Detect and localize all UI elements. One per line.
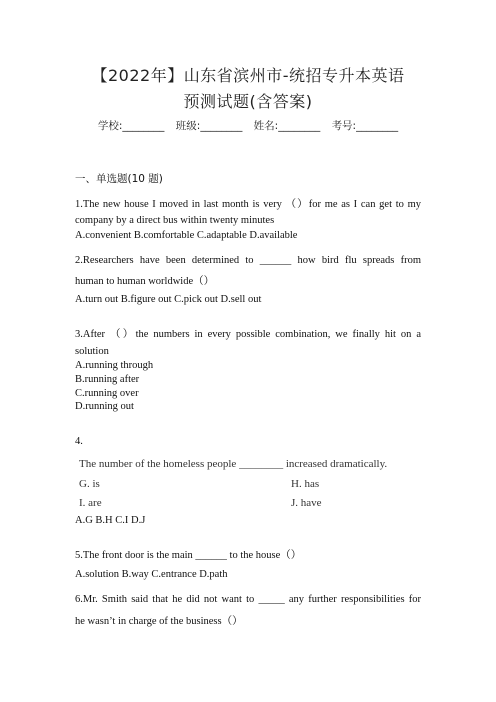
question-3-option-d: D.running out [75, 401, 134, 412]
question-4-sentence: The number of the homeless people ________ increased dramatically. [79, 458, 388, 470]
question-4-option-j: J. have [291, 497, 322, 509]
question-5-options: A.solution B.way C.entrance D.path [75, 569, 228, 580]
exam-number-field: 考号:________ [331, 120, 399, 132]
question-5-line1: 5.The front door is the main ______ to the house（） [75, 550, 302, 561]
question-4-options: A.G B.H C.I D.J [75, 515, 146, 526]
question-3-line2: solution [75, 346, 109, 357]
question-4-number: 4. [75, 436, 83, 447]
page-title-line2: 预测试题(含答案) [183, 92, 313, 111]
question-6-line2: he wasn’t in charge of the business（） [75, 616, 243, 627]
question-2-line1: 2.Researchers have been determined to ______ how bird flu spreads from [75, 255, 421, 266]
section-heading: 一、单选题(10 题) [75, 173, 163, 185]
class-field: 班级:________ [175, 120, 243, 132]
question-3-option-c: C.running over [75, 388, 139, 399]
school-field: 学校:________ [97, 120, 165, 132]
question-2-line2: human to human worldwide（） [75, 276, 215, 287]
question-4-option-i: I. are [79, 497, 102, 509]
question-3-option-b: B.running after [75, 374, 140, 385]
question-3-option-a: A.running through [75, 360, 154, 371]
question-6-line1: 6.Mr. Smith said that he did not want to _____ any further responsibilities for [75, 594, 421, 605]
question-4-option-h: H. has [291, 478, 320, 490]
question-3-line1: 3.After （）the numbers in every possible combination, we finally hit on a [75, 329, 421, 340]
question-2-options: A.turn out B.figure out C.pick out D.sell out [75, 294, 262, 305]
name-field: 姓名:________ [253, 120, 321, 132]
question-1-line1: 1.The new house I moved in last month is very （）for me as I can get to my [75, 199, 421, 210]
question-1-line2: company by a direct bus within twenty minutes [75, 215, 275, 226]
question-1-options: A.convenient B.comfortable C.adaptable D.available [75, 230, 298, 241]
page-title-line1: 【2022年】山东省滨州市-统招专升本英语 [91, 66, 405, 85]
question-4-image [75, 456, 425, 512]
question-4-option-g: G. is [79, 478, 100, 490]
student-info-row [0, 118, 496, 133]
